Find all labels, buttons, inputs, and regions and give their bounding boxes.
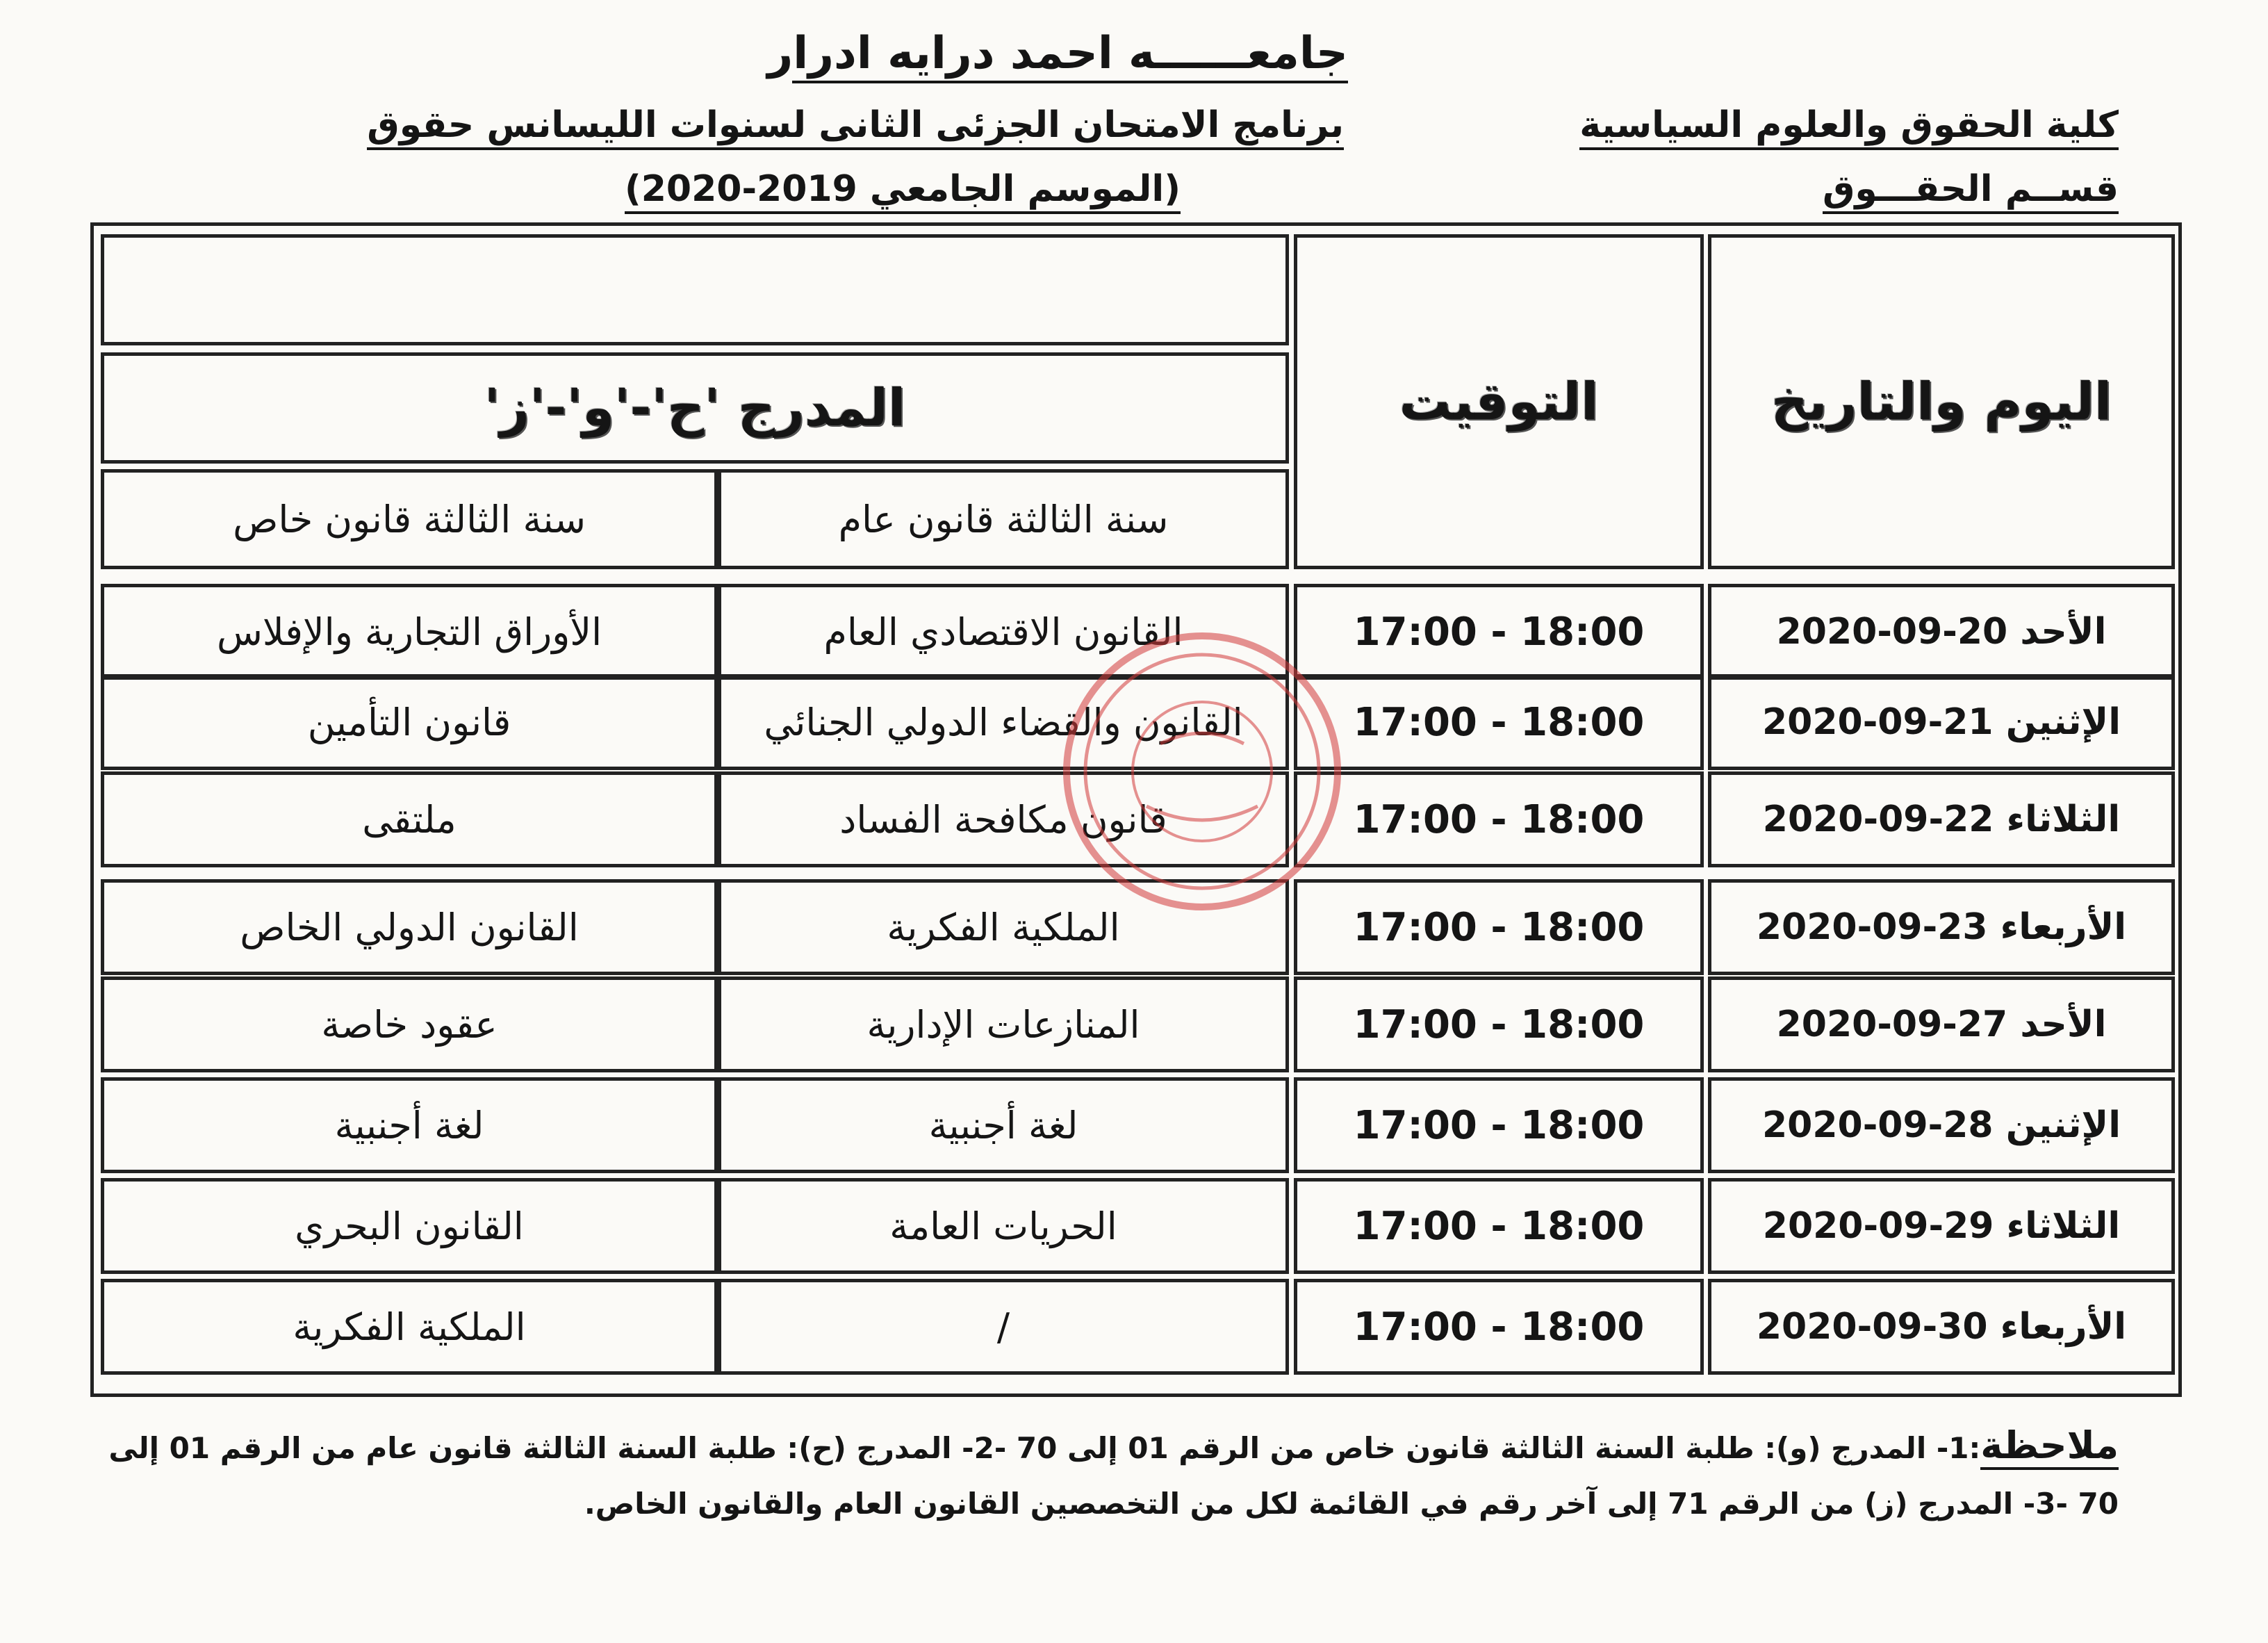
cell-private: القانون البحري [101,1178,718,1274]
cell-time: 17:00 - 18:00 [1294,1279,1704,1375]
col-day-header: اليوم والتاريخ [1708,234,2175,569]
cell-day: الثلاثاء 29-09-2020 [1708,1178,2175,1274]
cell-public: القانون والقضاء الدولي الجنائي [718,674,1289,770]
col-time-header: التوقيت [1294,234,1704,569]
cell-public: القانون الاقتصادي العام [718,584,1289,680]
note-label: ملاحظة [1980,1423,2119,1470]
cell-day: الأربعاء 23-09-2020 [1708,879,2175,975]
cell-public: قانون مكافحة الفساد [718,771,1289,867]
cell-time: 17:00 - 18:00 [1294,1178,1704,1274]
cell-private: ملتقى [101,771,718,867]
cell-private: الأوراق التجارية والإفلاس [101,584,718,680]
note-text: :1- المدرج (و): طلبة السنة الثالثة قانون خاص من الرقم 01 إلى 70 -2- المدرج (ح): طلبة السنة الثالثة قانون عام من الرقم 01 إلى 70 -3- المدرج (ز) من الرقم 71 إلى آخر رقم في القائمة لكل من التخصصين القانون العام والقانون الخاص. [108,1431,2119,1521]
exam-program-title: برنامج الامتحان الجزئى الثانى لسنوات الليسانس حقوق [367,104,1344,150]
cell-day: الثلاثاء 22-09-2020 [1708,771,2175,867]
cell-private: قانون التأمين [101,674,718,770]
cell-private: لغة أجنبية [101,1077,718,1173]
cell-public: / [718,1279,1289,1375]
cell-public: المنازعات الإدارية [718,976,1289,1072]
faculty-name: كلية الحقوق والعلوم السياسية [1579,104,2119,150]
cell-day: الإثنين 21-09-2020 [1708,674,2175,770]
cell-public: الحريات العامة [718,1178,1289,1274]
university-name: جامعــــــه احمد درايه ادرار [792,28,1348,83]
footnote [76,1418,2119,1532]
academic-season: (الموسم الجامعي 2019-2020) [625,168,1181,214]
department-name: قســم الحقـــوق [1823,168,2119,214]
cell-private: عقود خاصة [101,976,718,1072]
cell-public: الملكية الفكرية [718,879,1289,975]
hall-header: المدرج 'ح'-'و'-'ز' [101,352,1289,464]
cell-public: لغة أجنبية [718,1077,1289,1173]
cell-time: 17:00 - 18:00 [1294,584,1704,680]
cell-time: 17:00 - 18:00 [1294,879,1704,975]
cell-time: 17:00 - 18:00 [1294,771,1704,867]
col-private-header: سنة الثالثة قانون خاص [101,469,718,569]
cell-time: 17:00 - 18:00 [1294,1077,1704,1173]
col-public-header: سنة الثالثة قانون عام [718,469,1289,569]
cell-time: 17:00 - 18:00 [1294,674,1704,770]
cell-time: 17:00 - 18:00 [1294,976,1704,1072]
cell-day: الأحد 20-09-2020 [1708,584,2175,680]
cell-day: الإثنين 28-09-2020 [1708,1077,2175,1173]
cell-day: الأحد 27-09-2020 [1708,976,2175,1072]
cell-private: القانون الدولي الخاص [101,879,718,975]
empty-header-cell [101,234,1289,345]
official-seal [1056,626,1348,917]
cell-day: الأربعاء 30-09-2020 [1708,1279,2175,1375]
cell-private: الملكية الفكرية [101,1279,718,1375]
